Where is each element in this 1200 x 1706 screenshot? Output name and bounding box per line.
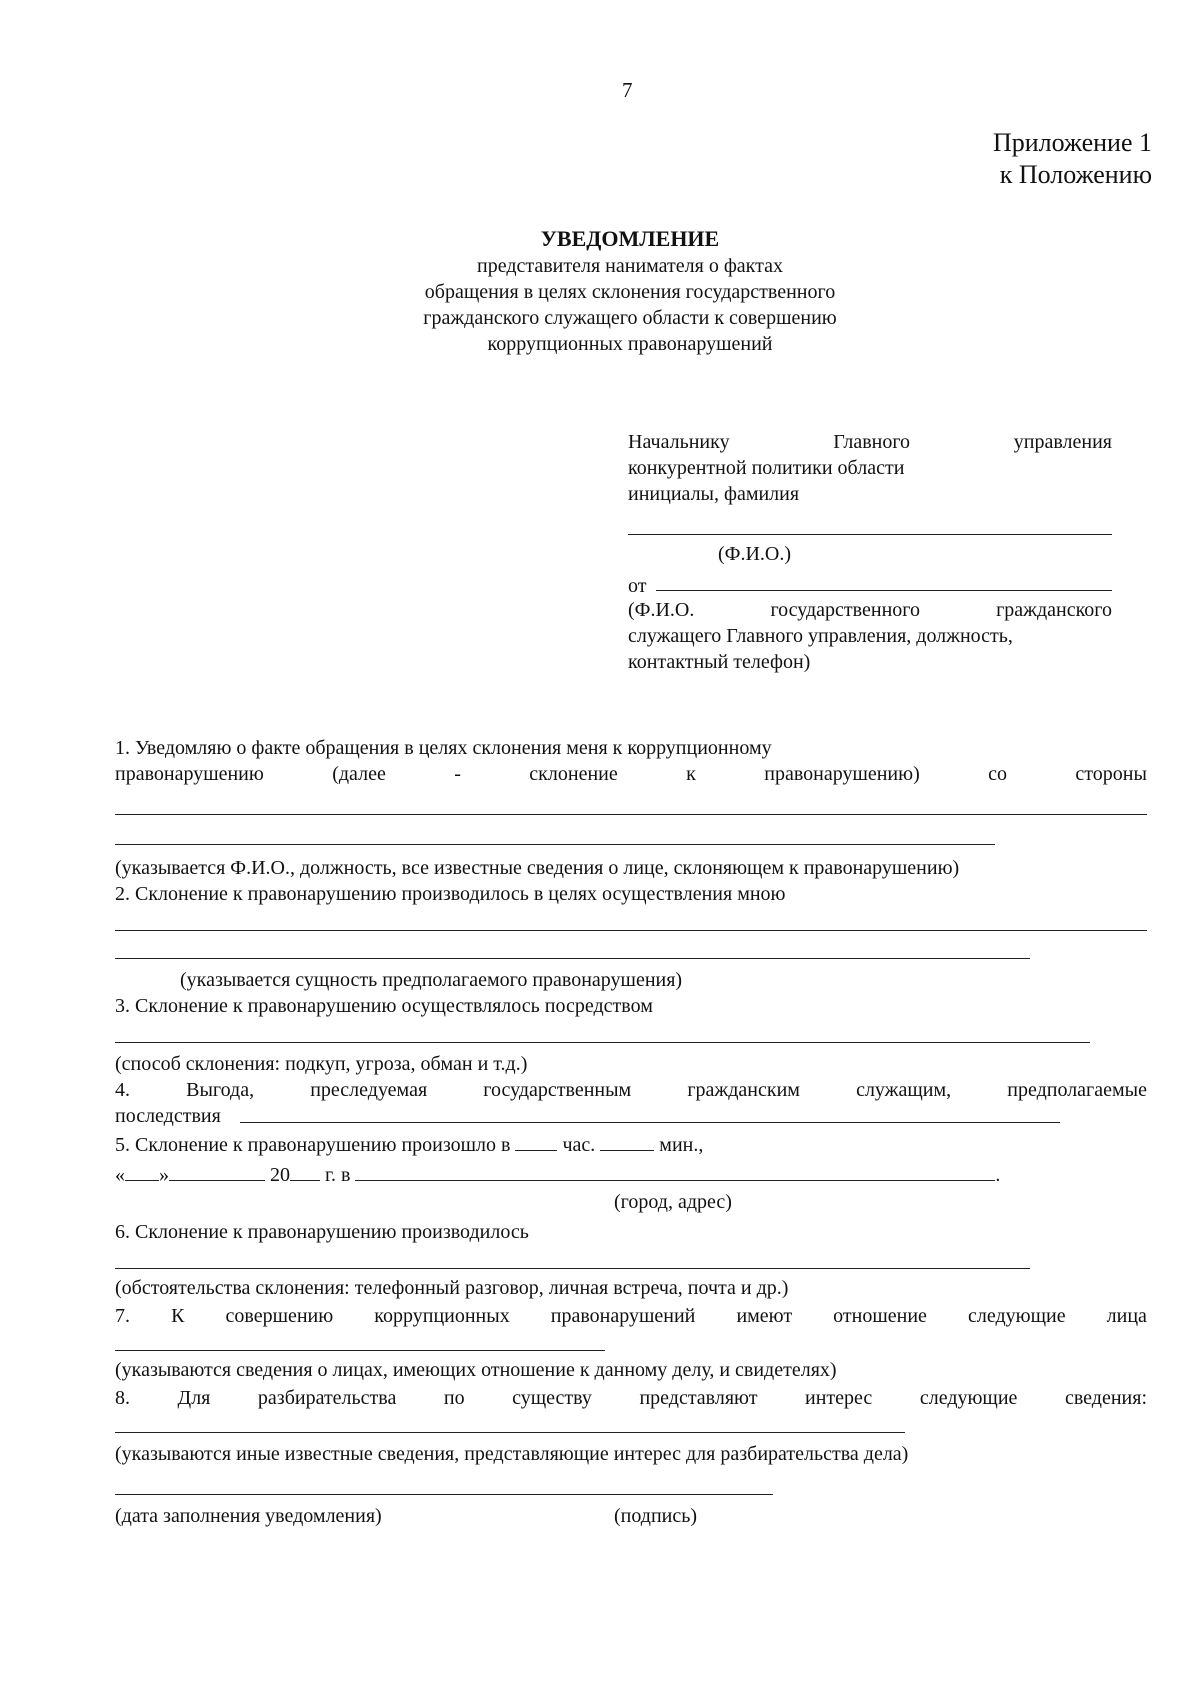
item-3-field[interactable] (115, 1042, 1090, 1043)
item-3-caption: (способ склонения: подкуп, угроза, обман и т.д.) (115, 1053, 528, 1075)
addressee-line-2: конкурентной политики области (628, 457, 905, 479)
item-8-field[interactable] (115, 1432, 905, 1433)
subtitle-line-2: обращения в целях склонения государственного (424, 281, 836, 303)
item-5-line-2: « » 20 г. в . (115, 1164, 1001, 1186)
item-4-field[interactable] (240, 1122, 1060, 1123)
item-2-field-2[interactable] (115, 958, 1030, 959)
item-4-line-1: 4. Выгода, преследуемая государственным гражданским служащим, предполагаемые (115, 1079, 1147, 1101)
appendix-line-2: к Положению (999, 160, 1152, 189)
item-1-caption: (указывается Ф.И.О., должность, все известные сведения о лице, склоняющем к правонарушению) (115, 857, 960, 879)
from-label: от (628, 575, 647, 597)
subtitle-line-4: коррупционных правонарушений (487, 333, 773, 355)
item-5-minute-field[interactable] (600, 1134, 654, 1151)
item-6-caption: (обстоятельства склонения: телефонный разговор, личная встреча, почта и др.) (115, 1277, 789, 1299)
from-caption-line-2: служащего Главного управления, должность, (628, 625, 1013, 647)
item-8-caption: (указываются иные известные сведения, представляющие интерес для разбирательства дела) (115, 1443, 909, 1465)
subtitle-line-1: представителя нанимателя о фактах (477, 255, 783, 277)
item-5-year-field[interactable] (290, 1164, 320, 1181)
appendix-line-1: Приложение 1 (992, 128, 1152, 157)
from-caption-line-3: контактный телефон) (628, 651, 811, 673)
item-4-line-2: последствия (115, 1105, 221, 1127)
item-1-line-2: правонарушению (далее - склонение к правонарушению) со стороны (115, 763, 1147, 785)
subtitle-line-3: гражданского служащего области к совершению (423, 307, 837, 329)
item-7-caption: (указываются сведения о лицах, имеющих отношение к данному делу, и свидетелях) (115, 1359, 837, 1381)
document-title: УВЕДОМЛЕНИЕ (540, 226, 720, 251)
date-caption: (дата заполнения уведомления) (115, 1505, 382, 1527)
signature-caption: (подпись) (614, 1505, 698, 1527)
item-5-day-field[interactable] (125, 1164, 159, 1181)
item-1-field-1[interactable] (115, 814, 1147, 815)
item-5-month-field[interactable] (169, 1164, 265, 1181)
item-2-field-1[interactable] (115, 930, 1147, 931)
from-caption-line-1: (Ф.И.О. государственного гражданского (628, 599, 1112, 621)
addressee-line-3: инициалы, фамилия (628, 483, 800, 505)
item-5-line-1: 5. Склонение к правонарушению произошло в час. мин., (115, 1134, 704, 1156)
item-6-field[interactable] (115, 1268, 1030, 1269)
fio-caption: (Ф.И.О.) (718, 543, 792, 565)
item-5-place-field[interactable] (355, 1164, 995, 1181)
item-5-caption: (город, адрес) (614, 1191, 732, 1213)
item-2-line: 2. Склонение к правонарушению производилось в целях осуществления мною (115, 883, 786, 905)
page-number: 7 (622, 78, 633, 102)
item-5-hour-field[interactable] (515, 1134, 557, 1151)
item-8-line: 8. Для разбирательства по существу представляют интерес следующие сведения: (115, 1387, 1147, 1409)
item-1-line-1: 1. Уведомляю о факте обращения в целях склонения меня к коррупционному (115, 737, 772, 759)
date-signature-field[interactable] (115, 1494, 773, 1495)
item-7-field[interactable] (115, 1350, 605, 1351)
item-2-caption: (указывается сущность предполагаемого правонарушения) (180, 969, 683, 991)
addressee-line-1: Начальнику Главного управления (628, 431, 1112, 453)
item-3-line: 3. Склонение к правонарушению осуществлялось посредством (115, 995, 653, 1017)
addressee-name-field[interactable] (628, 534, 1112, 535)
item-1-field-2[interactable] (115, 844, 995, 845)
item-7-line: 7. К совершению коррупционных правонарушений имеют отношение следующие лица (115, 1305, 1147, 1327)
from-field[interactable] (656, 590, 1112, 591)
item-6-line: 6. Склонение к правонарушению производилось (115, 1221, 529, 1243)
